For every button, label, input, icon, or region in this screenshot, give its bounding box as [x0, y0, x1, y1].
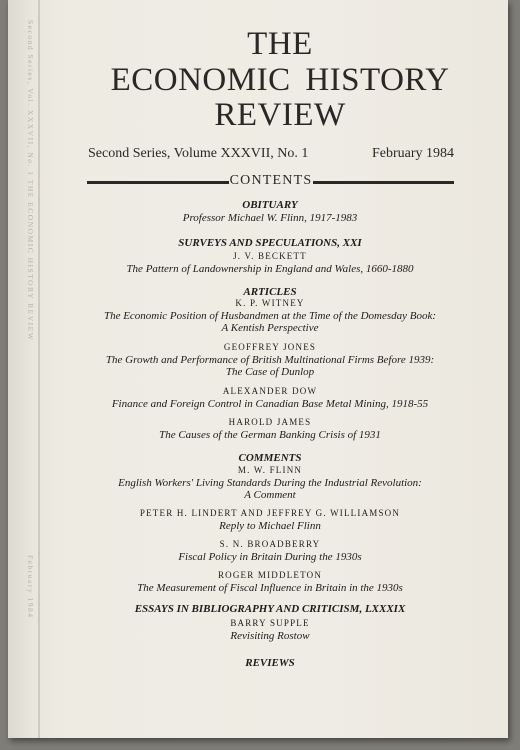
journal-title-line1: THE: [247, 26, 313, 62]
spine-fold: [38, 0, 40, 738]
section-heading-reviews: REVIEWS: [245, 657, 295, 669]
article-author: HAROLD JAMES: [228, 417, 312, 427]
comment-title: The Measurement of Fiscal Influence in Britain in the 1930s: [137, 582, 403, 594]
comment-author: PETER H. LINDERT AND JEFFREY G. WILLIAMSON: [139, 508, 401, 518]
contents-label: CONTENTS: [229, 173, 313, 188]
essays-title: Revisiting Rostow: [230, 630, 310, 642]
section-heading-comments: COMMENTS: [238, 452, 302, 464]
spine-text: Second Series, Vol. XXXVII, No. 1 THE ECONOMIC HISTORY REVIEW: [26, 20, 35, 342]
article-author: K. P. WITNEY: [235, 298, 305, 308]
article-author: ALEXANDER DOW: [222, 386, 318, 396]
article-title-cont: A Kentish Perspective: [221, 322, 319, 334]
article-author: GEOFFREY JONES: [223, 342, 317, 352]
section-heading-surveys: SURVEYS AND SPECULATIONS, XXI: [178, 237, 362, 249]
obituary-entry: Professor Michael W. Flinn, 1917-1983: [182, 212, 358, 224]
section-heading-essays: ESSAYS IN BIBLIOGRAPHY AND CRITICISM, LXXXIX: [134, 603, 406, 615]
surveys-author: J. V. BECKETT: [233, 251, 307, 261]
article-title: The Growth and Performance of British Multinational Firms Before 1939:: [105, 354, 435, 366]
essays-author: BARRY SUPPLE: [230, 618, 310, 628]
spine-date: February 1984: [26, 555, 35, 619]
section-heading-articles: ARTICLES: [243, 286, 297, 298]
comment-title: Fiscal Policy in Britain During the 1930s: [178, 551, 362, 563]
contents-rule-left: [87, 181, 229, 184]
comment-author: M. W. FLINN: [237, 465, 303, 475]
section-heading-obituary: OBITUARY: [242, 199, 298, 211]
surveys-title: The Pattern of Landownership in England and Wales, 1660-1880: [126, 263, 414, 275]
issue-date: February 1984: [372, 146, 455, 161]
issue-series: Second Series, Volume XXXVII, No. 1: [88, 146, 309, 161]
article-title: The Causes of the German Banking Crisis of 1931: [159, 429, 381, 441]
contents-rule-right: [313, 181, 454, 184]
article-title-cont: The Case of Dunlop: [225, 366, 315, 378]
article-title: Finance and Foreign Control in Canadian Base Metal Mining, 1918-55: [111, 398, 429, 410]
comment-title-cont: A Comment: [244, 489, 296, 501]
comment-title: English Workers' Living Standards During the Industrial Revolution:: [118, 477, 422, 489]
journal-title-line2: ECONOMIC HISTORY: [110, 62, 450, 98]
comment-author: ROGER MIDDLETON: [217, 570, 323, 580]
article-title: The Economic Position of Husbandmen at the Time of the Domesday Book:: [103, 310, 437, 322]
journal-title-line3: REVIEW: [214, 97, 346, 133]
comment-author: S. N. BROADBERRY: [219, 539, 321, 549]
comment-title: Reply to Michael Flinn: [219, 520, 321, 532]
